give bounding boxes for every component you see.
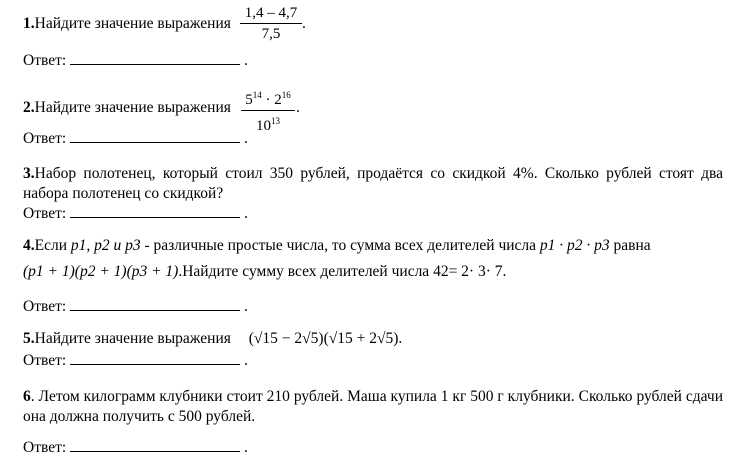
task-5-text: Найдите значение выражения [34,330,231,347]
answer-input-line[interactable] [70,203,240,218]
task-2-text: Найдите значение выражения [34,99,231,116]
task-4-question-line-2: (p1 + 1)(p2 + 1)(p3 + 1).Найдите сумму всех делителей числа 42= 2· 3· 7. [23,263,507,280]
task-3-text: Набор полотенец, который стоил 350 рублей, продаётся со скидкой 4%. Сколько рублей стоят два набора полотенец со скидкой? [23,165,723,202]
task-1-fraction [240,4,302,43]
answer-label: Ответ: [23,205,67,222]
answer-label: Ответ: [23,52,67,69]
task-5-question: 5.Найдите значение выражения (√15 − 2√5)(√15 + 2√5). [23,330,403,347]
task-4-answer: Ответ: . [23,298,248,315]
task-6-question [23,387,723,427]
answer-input-line[interactable] [70,296,240,311]
task-3-number: 3. [23,165,35,182]
task-6-answer: Ответ: . [23,439,248,456]
answer-input-line[interactable] [70,437,240,452]
task-1-answer: Ответ: . [23,52,248,69]
answer-input-line[interactable] [70,128,240,143]
task-4-expression: (p1 + 1)(p2 + 1)(p3 + 1) [23,263,179,280]
task-3-answer: Ответ: . [23,205,248,222]
task-1-text: Найдите значение выражения [34,15,231,32]
task-2-question [23,98,231,118]
task-1-numerator: 1,4 – 4,7 [244,5,298,21]
task-2-answer: Ответ: . [23,130,248,147]
task-5-expression: (√15 − 2√5)(√15 + 2√5) [248,330,399,347]
task-3-question [23,164,723,204]
task-5-number: 5. [23,330,35,347]
task-5-answer: Ответ: . [23,352,248,369]
task-2-number: 2. [23,99,35,116]
answer-label: Ответ: [23,298,67,315]
task-6-number: 6 [23,388,31,405]
task-6-text: . Летом килограмм клубники стоит 210 рублей. Маша купила 1 кг 500 г клубники. Сколько рублей сдачи она должна получить с 500 рублей. [23,388,723,425]
answer-label: Ответ: [23,439,67,456]
task-1-question [23,14,231,34]
task-2-numerator: $5^{14} \cdot 2^{16}$ [245,90,291,108]
task-2-fraction [241,86,295,135]
answer-label: Ответ: [23,352,67,369]
task-1-end: . [302,15,306,32]
task-1-denominator: 7,5 [261,26,281,42]
task-4-question-line-1: 4.Если p1, p2 и p3 - различные простые числа, то сумма всех делителей числа p1 · p2 · p3 равна [23,237,651,254]
answer-label: Ответ: [23,130,67,147]
answer-input-line[interactable] [70,350,240,365]
task-2-denominator: $10^{13}$ [256,116,280,134]
task-4-variables: p1, p2 и p3 [70,237,141,254]
answer-input-line[interactable] [70,50,240,65]
task-4-product: p1 · p2 · p3 [539,237,610,254]
task-4-number: 4. [23,237,35,254]
task-2-end: . [296,99,300,116]
task-1-number: 1. [23,15,35,32]
